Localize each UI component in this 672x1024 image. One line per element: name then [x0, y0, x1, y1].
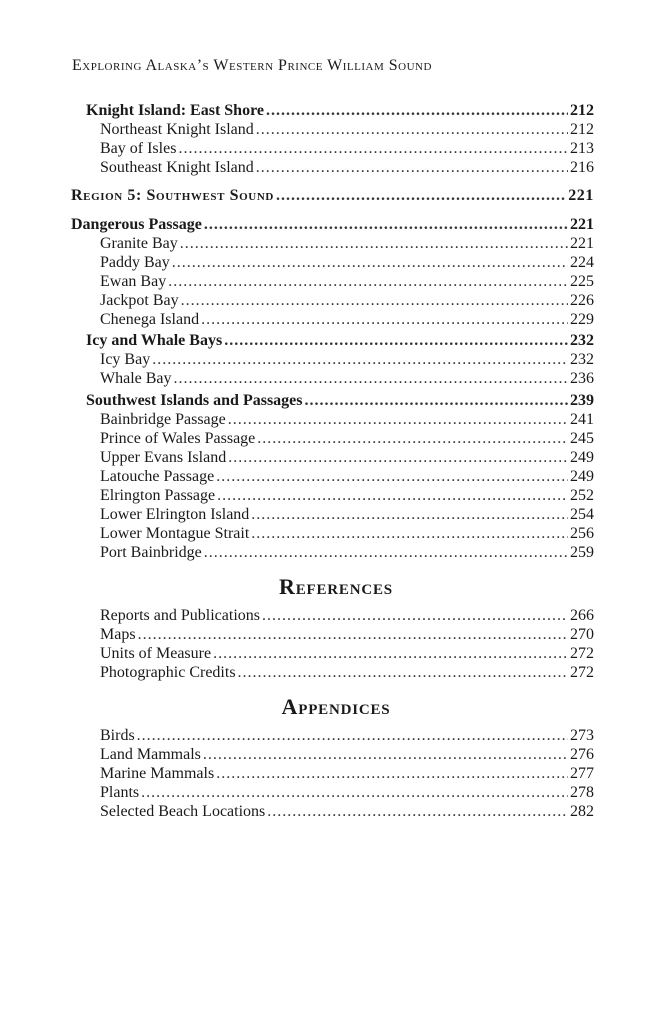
toc-entry-units-of-measure[interactable]	[100, 644, 594, 663]
toc-entry-page: 256	[570, 525, 594, 542]
leader-dots	[228, 448, 568, 467]
toc-entry-title: Dangerous Passage	[71, 216, 202, 233]
toc-entry-title: Upper Evans Island	[100, 449, 227, 466]
toc-entry-page: 276	[570, 746, 594, 763]
leader-dots	[204, 543, 568, 562]
leader-dots	[251, 524, 568, 543]
toc-entry-plants[interactable]	[100, 783, 594, 802]
toc-entry-region-5[interactable]	[71, 186, 594, 205]
toc-entry-title: Paddy Bay	[100, 254, 170, 271]
leader-dots	[174, 369, 568, 388]
toc-entry-southwest-islands-and-passages[interactable]	[86, 391, 594, 410]
toc-entry-icy-and-whale-bays[interactable]	[86, 331, 594, 350]
toc-entry-title: Latouche Passage	[100, 468, 215, 485]
leader-dots	[238, 663, 568, 682]
toc-entry-page: 226	[570, 292, 594, 309]
toc-entry-page: 272	[570, 645, 594, 662]
leader-dots	[217, 486, 568, 505]
leader-dots	[168, 272, 568, 291]
toc-entry-icy-bay[interactable]	[100, 350, 594, 369]
toc-entry-page: 236	[570, 370, 594, 387]
toc-entry-bay-of-isles[interactable]	[100, 139, 594, 158]
leader-dots	[172, 253, 568, 272]
toc-entry-title: Northeast Knight Island	[100, 121, 254, 138]
toc-entry-page: 270	[570, 626, 594, 643]
toc-entry-dangerous-passage[interactable]	[71, 215, 594, 234]
toc-entry-whale-bay[interactable]	[100, 369, 594, 388]
toc-entry-title: Birds	[100, 727, 135, 744]
toc-entry-ewan-bay[interactable]	[100, 272, 594, 291]
toc-entry-title: Units of Measure	[100, 645, 212, 662]
leader-dots	[213, 644, 568, 663]
leader-dots	[256, 158, 568, 177]
toc-entry-title: Ewan Bay	[100, 273, 167, 290]
leader-dots	[138, 625, 568, 644]
toc-entry-page: 245	[570, 430, 594, 447]
toc-entry-page: 224	[570, 254, 594, 271]
toc-entry-title: Marine Mammals	[100, 765, 215, 782]
leader-dots	[180, 234, 568, 253]
toc-entry-photographic-credits[interactable]	[100, 663, 594, 682]
toc-entry-title: Land Mammals	[100, 746, 201, 763]
toc-entry-lower-elrington-island[interactable]	[100, 505, 594, 524]
toc-entry-knight-island-east-shore[interactable]	[86, 101, 594, 120]
toc-entry-page: 254	[570, 506, 594, 523]
toc-entry-page: 241	[570, 411, 594, 428]
toc-entry-title: Icy and Whale Bays	[86, 332, 223, 349]
leader-dots	[204, 215, 568, 234]
leader-dots	[152, 350, 568, 369]
toc-entry-granite-bay[interactable]	[100, 234, 594, 253]
leader-dots	[228, 410, 568, 429]
toc-entry-title: Bainbridge Passage	[100, 411, 226, 428]
toc-entry-page: 252	[570, 487, 594, 504]
toc-entry-birds[interactable]	[100, 726, 594, 745]
toc-entry-prince-of-wales-passage[interactable]	[100, 429, 594, 448]
toc-entry-title: Maps	[100, 626, 136, 643]
leader-dots	[256, 120, 568, 139]
toc-entry-title: Southwest Islands and Passages	[86, 392, 303, 409]
toc-entry-reports-and-publications[interactable]	[100, 606, 594, 625]
leader-dots	[276, 186, 566, 205]
toc-entry-page: 212	[570, 102, 594, 119]
leader-dots	[216, 764, 568, 783]
toc-entry-title: Knight Island: East Shore	[86, 102, 264, 119]
toc-entry-port-bainbridge[interactable]	[100, 543, 594, 562]
leader-dots	[257, 429, 568, 448]
toc-entry-title: Photographic Credits	[100, 664, 236, 681]
toc-entry-land-mammals[interactable]	[100, 745, 594, 764]
toc-entry-page: 277	[570, 765, 594, 782]
toc-entry-title: Port Bainbridge	[100, 544, 202, 561]
toc-entry-title: Elrington Passage	[100, 487, 216, 504]
toc-entry-page: 273	[570, 727, 594, 744]
leader-dots	[224, 331, 568, 350]
toc-entry-title: Reports and Publications	[100, 607, 260, 624]
toc-entry-title: Plants	[100, 784, 140, 801]
toc-entry-page: 249	[570, 449, 594, 466]
toc-entry-page: 229	[570, 311, 594, 328]
toc-entry-page: 221	[570, 235, 594, 252]
leader-dots	[305, 391, 568, 410]
toc-entry-title: Lower Elrington Island	[100, 506, 250, 523]
toc-entry-title: Southeast Knight Island	[100, 159, 254, 176]
toc-entry-page: 259	[570, 544, 594, 561]
toc-entry-page: 232	[570, 332, 594, 349]
leader-dots	[262, 606, 568, 625]
toc-entry-selected-beach-locations[interactable]	[100, 802, 594, 821]
toc-entry-marine-mammals[interactable]	[100, 764, 594, 783]
leader-dots	[216, 467, 568, 486]
leader-dots	[137, 726, 568, 745]
toc-entry-title: Jackpot Bay	[100, 292, 179, 309]
toc-entry-page: 212	[570, 121, 594, 138]
toc-entry-northeast-knight-island[interactable]	[100, 120, 594, 139]
toc-entry-title: Lower Montague Strait	[100, 525, 250, 542]
leader-dots	[267, 802, 568, 821]
toc-entry-page: 249	[570, 468, 594, 485]
leader-dots	[141, 783, 568, 802]
toc-entry-page: 216	[570, 159, 594, 176]
leader-dots	[201, 310, 568, 329]
toc-entry-page: 221	[568, 187, 594, 204]
toc-entry-page: 232	[570, 351, 594, 368]
toc-entry-page: 213	[570, 140, 594, 157]
toc-entry-page: 266	[570, 607, 594, 624]
leader-dots	[203, 745, 568, 764]
toc-entry-title: Bay of Isles	[100, 140, 177, 157]
toc-entry-southeast-knight-island[interactable]	[100, 158, 594, 177]
toc-entry-page: 282	[570, 803, 594, 820]
leader-dots	[178, 139, 568, 158]
toc-entry-chenega-island[interactable]	[100, 310, 594, 329]
appendices-heading: Appendices	[281, 694, 391, 719]
running-head: Exploring Alaska’s Western Prince William Sound	[72, 57, 432, 74]
toc-entry-jackpot-bay[interactable]	[100, 291, 594, 310]
toc-entry-title: Whale Bay	[100, 370, 172, 387]
toc-entry-page: 221	[570, 216, 594, 233]
leader-dots	[251, 505, 568, 524]
toc-entry-title: Granite Bay	[100, 235, 178, 252]
toc-entry-title: Region 5: Southwest Sound	[71, 187, 274, 204]
toc-entry-lower-montague-strait[interactable]	[100, 524, 594, 543]
toc-entry-elrington-passage[interactable]	[100, 486, 594, 505]
toc-entry-bainbridge-passage[interactable]	[100, 410, 594, 429]
toc-entry-title: Chenega Island	[100, 311, 200, 328]
toc-entry-page: 278	[570, 784, 594, 801]
toc-entry-title: Icy Bay	[100, 351, 151, 368]
toc-entry-upper-evans-island[interactable]	[100, 448, 594, 467]
toc-entry-maps[interactable]	[100, 625, 594, 644]
toc-entry-page: 272	[570, 664, 594, 681]
toc-entry-title: Selected Beach Locations	[100, 803, 266, 820]
toc-entry-page: 239	[570, 392, 594, 409]
leader-dots	[266, 101, 568, 120]
toc-entry-latouche-passage[interactable]	[100, 467, 594, 486]
leader-dots	[181, 291, 568, 310]
toc-entry-paddy-bay[interactable]	[100, 253, 594, 272]
toc-entry-title: Prince of Wales Passage	[100, 430, 256, 447]
references-heading: References	[279, 574, 393, 599]
toc-entry-page: 225	[570, 273, 594, 290]
